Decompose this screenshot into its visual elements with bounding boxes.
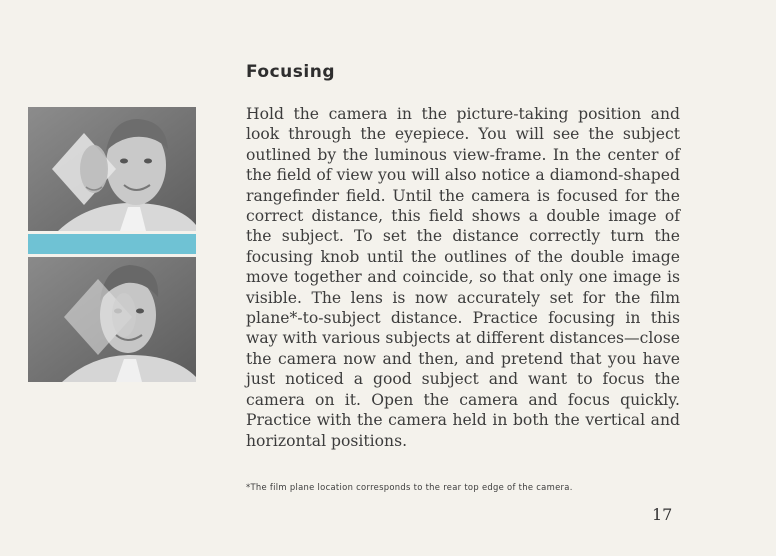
unfocused-double-image-photo (28, 107, 196, 231)
focusing-instructions-paragraph: Hold the camera in the picture-taking position and look through the eyepiece. You will see the subject outlined by the luminous view-frame. In the center of the field of view you will also notice a diamond-shaped rangefinder field. Until the camera is focused for the correct distance, this field shows a double image of the subject. To set the distance correctly turn the focusing knob until the outlines of the double image move together and coincide, so that only one image is visible. The lens is now accurately set for the film plane*-to-subject distance. Practice focusing in this way with various subjects at different distances—close the camera now and then, and pretend that you have just noticed a good subject and want to focus the camera on it. Open the camera and focus quickly. Practice with the camera held in both the vertical and horizontal positions. (246, 105, 680, 450)
rangefinder-illustration (28, 107, 196, 382)
blue-divider-bar (28, 234, 196, 254)
film-plane-footnote: *The film plane location corresponds to the rear top edge of the camera. (246, 482, 573, 492)
page-number: 17 (652, 505, 673, 524)
focused-single-image-photo (28, 257, 196, 382)
page-heading: Focusing (246, 62, 335, 82)
